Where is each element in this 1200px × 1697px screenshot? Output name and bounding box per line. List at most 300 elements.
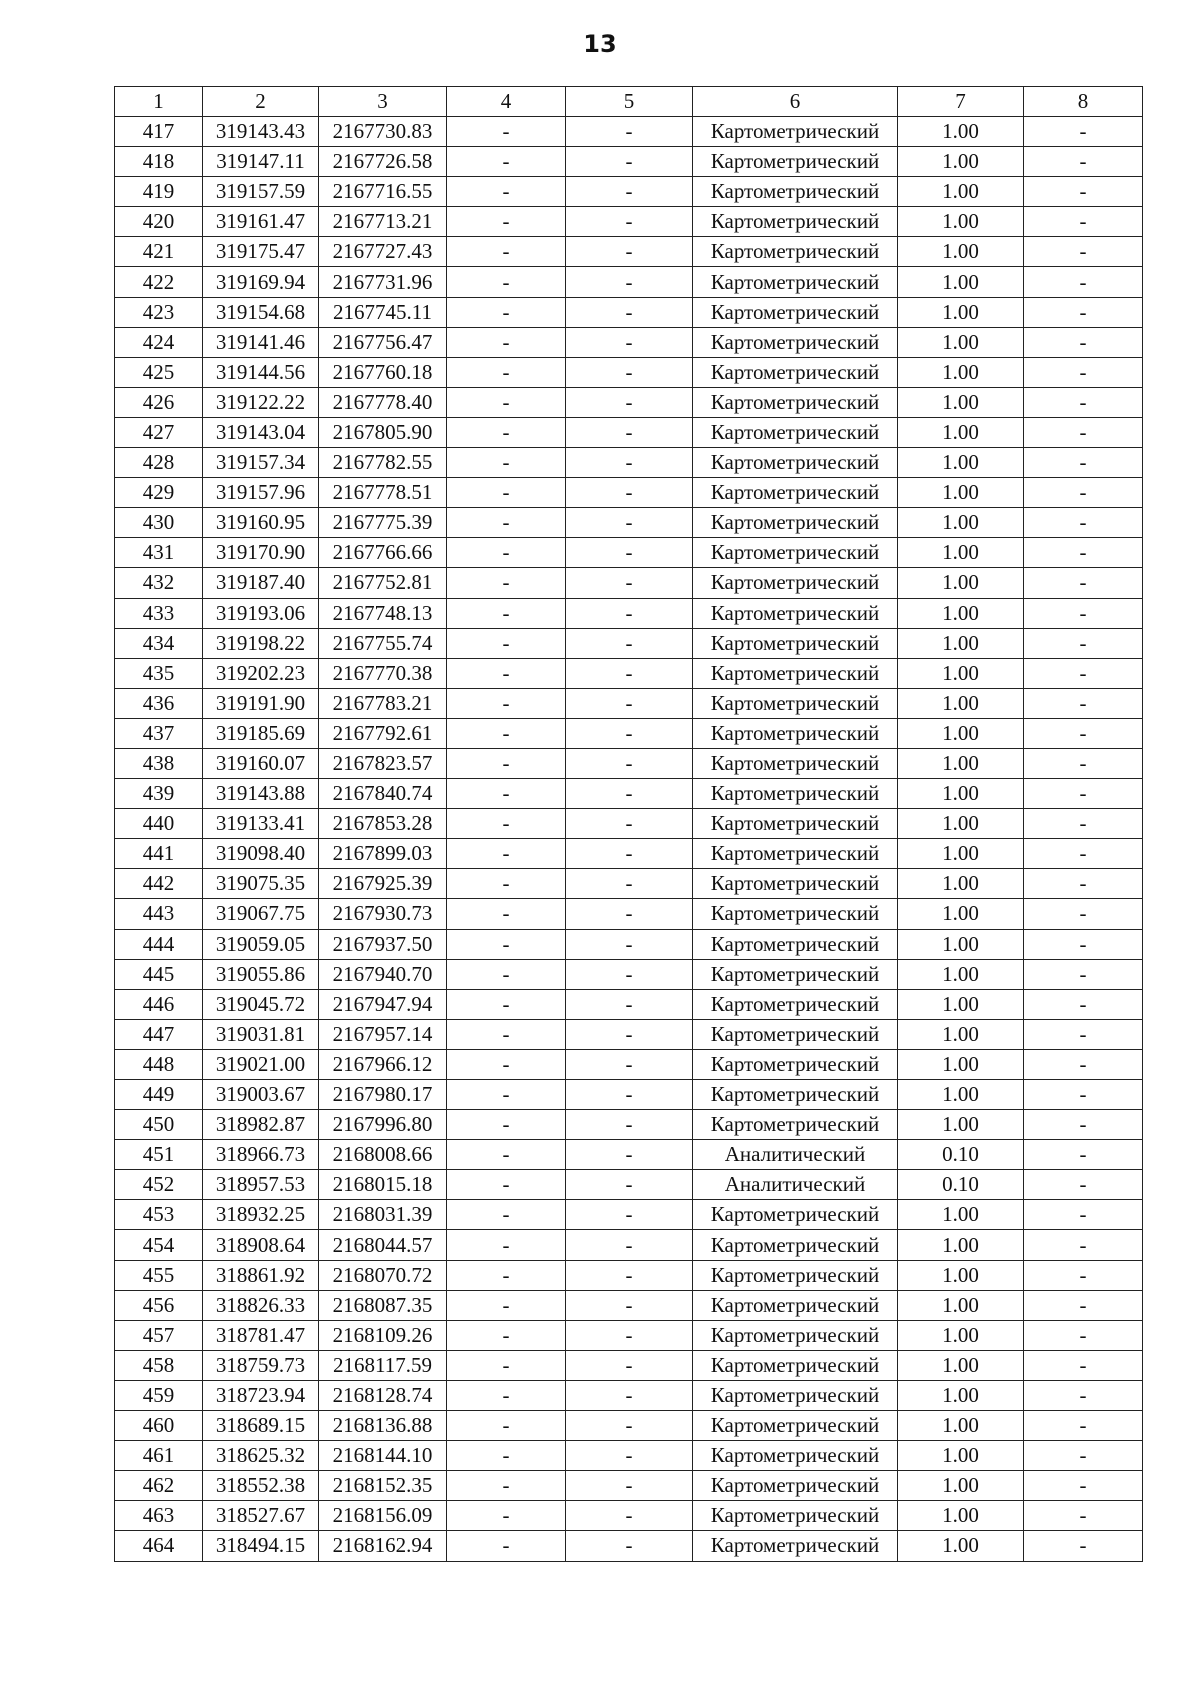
col5-cell: - [566, 267, 693, 297]
table-row [115, 628, 1143, 658]
col8-cell: - [1024, 1320, 1143, 1350]
col5-cell: - [566, 1019, 693, 1049]
col4-cell: - [447, 448, 566, 478]
y-coordinate-cell: 2167937.50 [319, 929, 447, 959]
col4-cell: - [447, 1320, 566, 1350]
point-number-cell: 441 [115, 839, 203, 869]
table-row [115, 117, 1143, 147]
accuracy-cell: 1.00 [898, 1350, 1024, 1380]
point-number-cell: 461 [115, 1441, 203, 1471]
col4-cell: - [447, 387, 566, 417]
method-cell: Картометрический [693, 327, 898, 357]
col4-cell: - [447, 1170, 566, 1200]
method-cell: Картометрический [693, 779, 898, 809]
x-coordinate-cell: 319185.69 [203, 718, 319, 748]
accuracy-cell: 1.00 [898, 568, 1024, 598]
x-coordinate-cell: 318759.73 [203, 1350, 319, 1380]
y-coordinate-cell: 2167930.73 [319, 899, 447, 929]
table-row [115, 1290, 1143, 1320]
accuracy-cell: 1.00 [898, 237, 1024, 267]
table-row [115, 1350, 1143, 1380]
col8-cell: - [1024, 1411, 1143, 1441]
accuracy-cell: 1.00 [898, 478, 1024, 508]
y-coordinate-cell: 2167745.11 [319, 297, 447, 327]
table-row [115, 448, 1143, 478]
x-coordinate-cell: 318826.33 [203, 1290, 319, 1320]
method-cell: Картометрический [693, 839, 898, 869]
point-number-cell: 436 [115, 688, 203, 718]
point-number-cell: 425 [115, 357, 203, 387]
col4-cell: - [447, 1411, 566, 1441]
point-number-cell: 455 [115, 1260, 203, 1290]
method-cell: Картометрический [693, 718, 898, 748]
method-cell: Картометрический [693, 1380, 898, 1410]
method-cell: Картометрический [693, 1531, 898, 1561]
col5-cell: - [566, 1049, 693, 1079]
col5-cell: - [566, 959, 693, 989]
col4-cell: - [447, 989, 566, 1019]
col8-cell: - [1024, 1380, 1143, 1410]
x-coordinate-cell: 319202.23 [203, 658, 319, 688]
x-coordinate-cell: 319143.04 [203, 417, 319, 447]
x-coordinate-cell: 318966.73 [203, 1140, 319, 1170]
y-coordinate-cell: 2167899.03 [319, 839, 447, 869]
col5-cell: - [566, 297, 693, 327]
col5-cell: - [566, 718, 693, 748]
col8-cell: - [1024, 568, 1143, 598]
col8-cell: - [1024, 748, 1143, 778]
y-coordinate-cell: 2167823.57 [319, 748, 447, 778]
table-row [115, 748, 1143, 778]
x-coordinate-cell: 319157.34 [203, 448, 319, 478]
col8-cell: - [1024, 117, 1143, 147]
method-cell: Картометрический [693, 899, 898, 929]
method-cell: Картометрический [693, 387, 898, 417]
point-number-cell: 426 [115, 387, 203, 417]
y-coordinate-cell: 2167805.90 [319, 417, 447, 447]
col4-cell: - [447, 1380, 566, 1410]
col8-cell: - [1024, 327, 1143, 357]
col4-cell: - [447, 478, 566, 508]
accuracy-cell: 1.00 [898, 327, 1024, 357]
table-row [115, 267, 1143, 297]
col4-cell: - [447, 1260, 566, 1290]
col4-cell: - [447, 598, 566, 628]
col4-cell: - [447, 207, 566, 237]
method-cell: Картометрический [693, 959, 898, 989]
col5-cell: - [566, 1320, 693, 1350]
col5-cell: - [566, 177, 693, 207]
y-coordinate-cell: 2167752.81 [319, 568, 447, 598]
accuracy-cell: 1.00 [898, 387, 1024, 417]
point-number-cell: 457 [115, 1320, 203, 1350]
x-coordinate-cell: 319169.94 [203, 267, 319, 297]
method-cell: Картометрический [693, 1320, 898, 1350]
point-number-cell: 456 [115, 1290, 203, 1320]
x-coordinate-cell: 318908.64 [203, 1230, 319, 1260]
table-row [115, 1320, 1143, 1350]
col8-cell: - [1024, 478, 1143, 508]
col5-cell: - [566, 989, 693, 1019]
col5-cell: - [566, 1080, 693, 1110]
method-cell: Картометрический [693, 1290, 898, 1320]
x-coordinate-cell: 319098.40 [203, 839, 319, 869]
y-coordinate-cell: 2167957.14 [319, 1019, 447, 1049]
point-number-cell: 451 [115, 1140, 203, 1170]
table-row [115, 357, 1143, 387]
accuracy-cell: 1.00 [898, 839, 1024, 869]
x-coordinate-cell: 318861.92 [203, 1260, 319, 1290]
col8-cell: - [1024, 628, 1143, 658]
point-number-cell: 462 [115, 1471, 203, 1501]
x-coordinate-cell: 319003.67 [203, 1080, 319, 1110]
point-number-cell: 439 [115, 779, 203, 809]
accuracy-cell: 1.00 [898, 448, 1024, 478]
col4-cell: - [447, 117, 566, 147]
method-cell: Аналитический [693, 1140, 898, 1170]
col5-cell: - [566, 1170, 693, 1200]
col8-cell: - [1024, 959, 1143, 989]
method-cell: Картометрический [693, 1110, 898, 1140]
y-coordinate-cell: 2167778.51 [319, 478, 447, 508]
col8-cell: - [1024, 1260, 1143, 1290]
x-coordinate-cell: 318723.94 [203, 1380, 319, 1410]
point-number-cell: 452 [115, 1170, 203, 1200]
col5-cell: - [566, 1531, 693, 1561]
point-number-cell: 447 [115, 1019, 203, 1049]
method-cell: Картометрический [693, 1260, 898, 1290]
col5-cell: - [566, 327, 693, 357]
col4-cell: - [447, 357, 566, 387]
accuracy-cell: 1.00 [898, 748, 1024, 778]
table-row [115, 989, 1143, 1019]
method-cell: Картометрический [693, 177, 898, 207]
y-coordinate-cell: 2167853.28 [319, 809, 447, 839]
x-coordinate-cell: 319157.59 [203, 177, 319, 207]
col4-cell: - [447, 147, 566, 177]
accuracy-cell: 1.00 [898, 177, 1024, 207]
col8-cell: - [1024, 237, 1143, 267]
accuracy-cell: 1.00 [898, 1471, 1024, 1501]
table-row [115, 297, 1143, 327]
table-body [115, 117, 1143, 1562]
table-row [115, 417, 1143, 447]
x-coordinate-cell: 319143.43 [203, 117, 319, 147]
accuracy-cell: 1.00 [898, 1049, 1024, 1079]
method-cell: Картометрический [693, 1019, 898, 1049]
col8-cell: - [1024, 1290, 1143, 1320]
col8-cell: - [1024, 1080, 1143, 1110]
col8-cell: - [1024, 779, 1143, 809]
point-number-cell: 427 [115, 417, 203, 447]
col4-cell: - [447, 748, 566, 778]
table-row [115, 237, 1143, 267]
col4-cell: - [447, 688, 566, 718]
table-row [115, 869, 1143, 899]
col8-cell: - [1024, 1140, 1143, 1170]
accuracy-cell: 1.00 [898, 1411, 1024, 1441]
accuracy-cell: 1.00 [898, 1380, 1024, 1410]
x-coordinate-cell: 319161.47 [203, 207, 319, 237]
column-header-1: 1 [115, 87, 203, 117]
table-row [115, 1110, 1143, 1140]
coordinates-table [114, 86, 1143, 1562]
col5-cell: - [566, 1290, 693, 1320]
column-header-7: 7 [898, 87, 1024, 117]
col8-cell: - [1024, 899, 1143, 929]
accuracy-cell: 1.00 [898, 1441, 1024, 1471]
y-coordinate-cell: 2167726.58 [319, 147, 447, 177]
point-number-cell: 444 [115, 929, 203, 959]
col4-cell: - [447, 1350, 566, 1380]
y-coordinate-cell: 2168162.94 [319, 1531, 447, 1561]
method-cell: Картометрический [693, 809, 898, 839]
col5-cell: - [566, 237, 693, 267]
col4-cell: - [447, 1200, 566, 1230]
x-coordinate-cell: 319141.46 [203, 327, 319, 357]
y-coordinate-cell: 2167947.94 [319, 989, 447, 1019]
point-number-cell: 459 [115, 1380, 203, 1410]
point-number-cell: 437 [115, 718, 203, 748]
col8-cell: - [1024, 448, 1143, 478]
x-coordinate-cell: 319160.07 [203, 748, 319, 778]
method-cell: Картометрический [693, 297, 898, 327]
point-number-cell: 438 [115, 748, 203, 778]
col5-cell: - [566, 869, 693, 899]
point-number-cell: 449 [115, 1080, 203, 1110]
col5-cell: - [566, 1230, 693, 1260]
method-cell: Картометрический [693, 598, 898, 628]
col4-cell: - [447, 869, 566, 899]
point-number-cell: 422 [115, 267, 203, 297]
y-coordinate-cell: 2168109.26 [319, 1320, 447, 1350]
y-coordinate-cell: 2167730.83 [319, 117, 447, 147]
col4-cell: - [447, 779, 566, 809]
col4-cell: - [447, 658, 566, 688]
point-number-cell: 431 [115, 538, 203, 568]
col4-cell: - [447, 508, 566, 538]
point-number-cell: 454 [115, 1230, 203, 1260]
column-header-6: 6 [693, 87, 898, 117]
accuracy-cell: 0.10 [898, 1140, 1024, 1170]
y-coordinate-cell: 2167783.21 [319, 688, 447, 718]
method-cell: Картометрический [693, 1200, 898, 1230]
col8-cell: - [1024, 658, 1143, 688]
accuracy-cell: 1.00 [898, 207, 1024, 237]
table-row [115, 929, 1143, 959]
col5-cell: - [566, 1350, 693, 1380]
column-header-3: 3 [319, 87, 447, 117]
col5-cell: - [566, 598, 693, 628]
header-row [115, 87, 1143, 117]
col8-cell: - [1024, 989, 1143, 1019]
y-coordinate-cell: 2167716.55 [319, 177, 447, 207]
accuracy-cell: 1.00 [898, 779, 1024, 809]
method-cell: Картометрический [693, 237, 898, 267]
col4-cell: - [447, 1531, 566, 1561]
x-coordinate-cell: 319059.05 [203, 929, 319, 959]
col4-cell: - [447, 417, 566, 447]
x-coordinate-cell: 319031.81 [203, 1019, 319, 1049]
y-coordinate-cell: 2167756.47 [319, 327, 447, 357]
x-coordinate-cell: 319175.47 [203, 237, 319, 267]
col8-cell: - [1024, 1531, 1143, 1561]
column-header-8: 8 [1024, 87, 1143, 117]
method-cell: Картометрический [693, 628, 898, 658]
method-cell: Картометрический [693, 448, 898, 478]
table-row [115, 177, 1143, 207]
col8-cell: - [1024, 688, 1143, 718]
col5-cell: - [566, 1260, 693, 1290]
point-number-cell: 433 [115, 598, 203, 628]
point-number-cell: 419 [115, 177, 203, 207]
col8-cell: - [1024, 1230, 1143, 1260]
point-number-cell: 463 [115, 1501, 203, 1531]
col5-cell: - [566, 688, 693, 718]
table-row [115, 568, 1143, 598]
point-number-cell: 443 [115, 899, 203, 929]
y-coordinate-cell: 2168031.39 [319, 1200, 447, 1230]
col4-cell: - [447, 929, 566, 959]
col4-cell: - [447, 177, 566, 207]
point-number-cell: 448 [115, 1049, 203, 1079]
method-cell: Картометрический [693, 568, 898, 598]
method-cell: Картометрический [693, 267, 898, 297]
col5-cell: - [566, 417, 693, 447]
x-coordinate-cell: 318957.53 [203, 1170, 319, 1200]
accuracy-cell: 1.00 [898, 508, 1024, 538]
accuracy-cell: 1.00 [898, 899, 1024, 929]
y-coordinate-cell: 2167980.17 [319, 1080, 447, 1110]
col5-cell: - [566, 387, 693, 417]
method-cell: Картометрический [693, 1080, 898, 1110]
point-number-cell: 435 [115, 658, 203, 688]
x-coordinate-cell: 319191.90 [203, 688, 319, 718]
col4-cell: - [447, 1080, 566, 1110]
col5-cell: - [566, 809, 693, 839]
table-row [115, 1140, 1143, 1170]
method-cell: Картометрический [693, 147, 898, 177]
method-cell: Картометрический [693, 1441, 898, 1471]
x-coordinate-cell: 318982.87 [203, 1110, 319, 1140]
table-row [115, 478, 1143, 508]
y-coordinate-cell: 2167755.74 [319, 628, 447, 658]
col5-cell: - [566, 1501, 693, 1531]
col8-cell: - [1024, 1200, 1143, 1230]
accuracy-cell: 1.00 [898, 1019, 1024, 1049]
y-coordinate-cell: 2168070.72 [319, 1260, 447, 1290]
y-coordinate-cell: 2168144.10 [319, 1441, 447, 1471]
table-row [115, 658, 1143, 688]
x-coordinate-cell: 319157.96 [203, 478, 319, 508]
method-cell: Картометрический [693, 207, 898, 237]
table-row [115, 1501, 1143, 1531]
col8-cell: - [1024, 1471, 1143, 1501]
col5-cell: - [566, 929, 693, 959]
method-cell: Картометрический [693, 1471, 898, 1501]
col8-cell: - [1024, 147, 1143, 177]
table-row [115, 1019, 1143, 1049]
method-cell: Картометрический [693, 117, 898, 147]
y-coordinate-cell: 2167940.70 [319, 959, 447, 989]
point-number-cell: 432 [115, 568, 203, 598]
col4-cell: - [447, 899, 566, 929]
col4-cell: - [447, 267, 566, 297]
accuracy-cell: 1.00 [898, 658, 1024, 688]
table-row [115, 207, 1143, 237]
table-row [115, 779, 1143, 809]
y-coordinate-cell: 2168136.88 [319, 1411, 447, 1441]
col8-cell: - [1024, 1501, 1143, 1531]
point-number-cell: 417 [115, 117, 203, 147]
col4-cell: - [447, 327, 566, 357]
method-cell: Картометрический [693, 417, 898, 447]
point-number-cell: 430 [115, 508, 203, 538]
col4-cell: - [447, 1019, 566, 1049]
table-row [115, 809, 1143, 839]
accuracy-cell: 1.00 [898, 297, 1024, 327]
col8-cell: - [1024, 387, 1143, 417]
col5-cell: - [566, 1380, 693, 1410]
method-cell: Картометрический [693, 929, 898, 959]
col4-cell: - [447, 1230, 566, 1260]
table-row [115, 147, 1143, 177]
point-number-cell: 423 [115, 297, 203, 327]
col4-cell: - [447, 1140, 566, 1170]
table-row [115, 1200, 1143, 1230]
col4-cell: - [447, 718, 566, 748]
x-coordinate-cell: 319122.22 [203, 387, 319, 417]
point-number-cell: 446 [115, 989, 203, 1019]
x-coordinate-cell: 319133.41 [203, 809, 319, 839]
y-coordinate-cell: 2167840.74 [319, 779, 447, 809]
col5-cell: - [566, 658, 693, 688]
point-number-cell: 453 [115, 1200, 203, 1230]
table-row [115, 1260, 1143, 1290]
col5-cell: - [566, 147, 693, 177]
col5-cell: - [566, 508, 693, 538]
table-row [115, 1380, 1143, 1410]
point-number-cell: 429 [115, 478, 203, 508]
x-coordinate-cell: 319067.75 [203, 899, 319, 929]
x-coordinate-cell: 319143.88 [203, 779, 319, 809]
table-row [115, 1441, 1143, 1471]
point-number-cell: 460 [115, 1411, 203, 1441]
y-coordinate-cell: 2167925.39 [319, 869, 447, 899]
method-cell: Картометрический [693, 1350, 898, 1380]
method-cell: Картометрический [693, 658, 898, 688]
col8-cell: - [1024, 1441, 1143, 1471]
y-coordinate-cell: 2167727.43 [319, 237, 447, 267]
accuracy-cell: 1.00 [898, 598, 1024, 628]
y-coordinate-cell: 2167996.80 [319, 1110, 447, 1140]
method-cell: Картометрический [693, 1411, 898, 1441]
accuracy-cell: 1.00 [898, 1230, 1024, 1260]
method-cell: Картометрический [693, 688, 898, 718]
y-coordinate-cell: 2168152.35 [319, 1471, 447, 1501]
col8-cell: - [1024, 538, 1143, 568]
col5-cell: - [566, 779, 693, 809]
table-row [115, 327, 1143, 357]
col4-cell: - [447, 1501, 566, 1531]
col4-cell: - [447, 538, 566, 568]
x-coordinate-cell: 319170.90 [203, 538, 319, 568]
table-row [115, 508, 1143, 538]
page-number: 13 [583, 30, 617, 58]
column-header-5: 5 [566, 87, 693, 117]
point-number-cell: 421 [115, 237, 203, 267]
x-coordinate-cell: 319075.35 [203, 869, 319, 899]
